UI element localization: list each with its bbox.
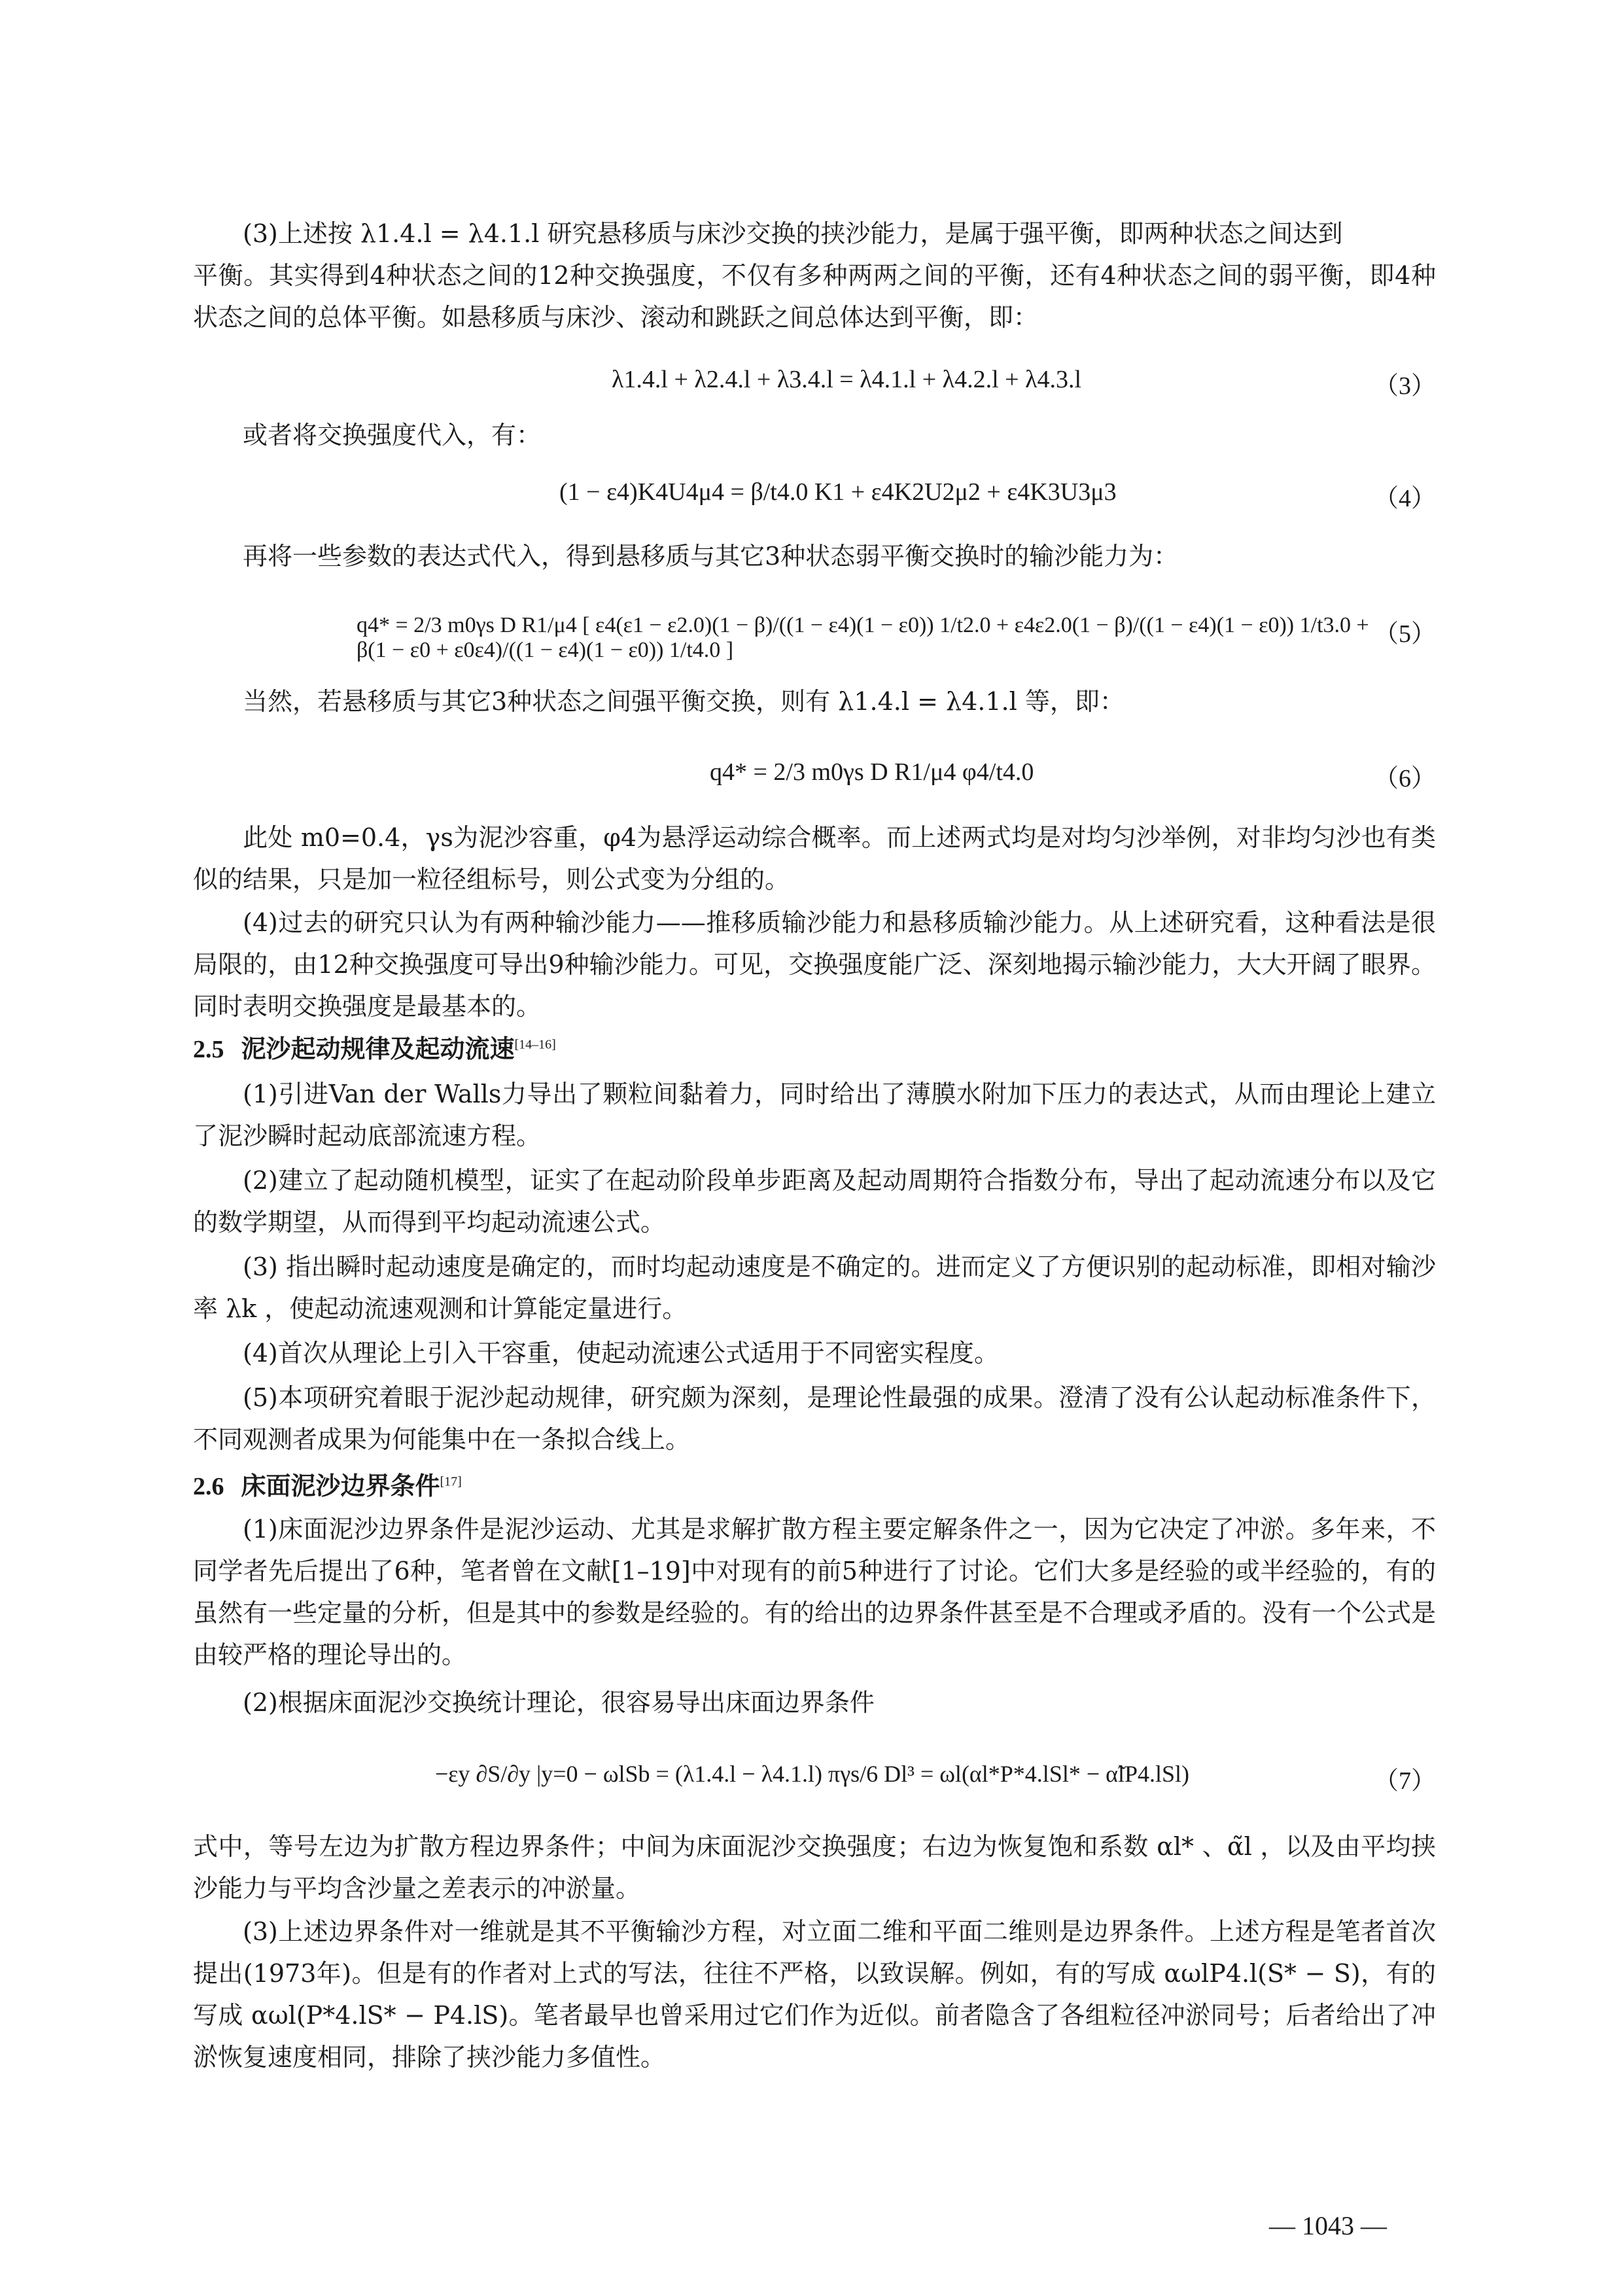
para-text: (4)过去的研究只认为有两种输沙能力——推移质输沙能力和悬移质输沙能力。从上述研究看，这种看法是很局限的，由12种交换强度可导出9种输沙能力。可见，交换强度能广泛、深刻地揭示输沙能力，大大开阔了眼界。同时表明交换强度是最基本的。 [193, 908, 1436, 1021]
para-text: 当然，若悬移质与其它3种状态之间强平衡交换，则有 λ1.4.l = λ4.1.l 等，即： [243, 687, 1125, 716]
equation-body: (1 − ε4)K4U4μ4 = β/t4.0 K1 + ε4K2U2μ2 + ε4K3U3μ3 [559, 478, 1117, 506]
equation-4 [193, 458, 1436, 530]
equation-number: （7） [1373, 1767, 1436, 1795]
equation-3 [193, 360, 1436, 402]
section-title: 床面泥沙边界条件 [241, 1472, 440, 1500]
section-heading-2-6 [193, 1466, 462, 1502]
paragraph-m0 [193, 817, 1436, 900]
para-text: 或者将交换强度代入，有： [243, 421, 542, 450]
equation-number: （3） [1373, 372, 1436, 400]
paragraph-2-5-3 [193, 1246, 1436, 1330]
equation-body: q4* = 2/3 m0γs D R1/μ4 φ4/t4.0 [710, 758, 1034, 786]
page-number: — 1043 — [1269, 2211, 1387, 2240]
para-text: (3)上述按 λ1.4.l = λ4.1.l 研究悬移质与床沙交换的挟沙能力，是属于强平衡，即两种状态之间达到 [243, 219, 1343, 248]
para-text: (2)根据床面泥沙交换统计理论，很容易导出床面边界条件 [243, 1688, 875, 1717]
para-text: (5)本项研究着眼于泥沙起动规律，研究颇为深刻，是理论性最强的成果。澄清了没有公认起动标准条件下，不同观测者成果为何能集中在一条拟合线上。 [193, 1383, 1436, 1454]
equation-6 [193, 733, 1436, 811]
paragraph-2-5-1 [193, 1073, 1436, 1157]
para-text: (3) 指出瞬时起动速度是确定的，而时均起动速度是不确定的。进而定义了方便识别的起动标准，即相对输沙率 λk ，使起动流速观测和计算能定量进行。 [193, 1252, 1436, 1323]
para-text: 此处 m0=0.4，γs为泥沙容重，φ4为悬浮运动综合概率。而上述两式均是对均匀沙举例，对非均匀沙也有类似的结果，只是加一粒径组标号，则公式变为分组的。 [193, 823, 1436, 894]
equation-number: （6） [1373, 765, 1436, 792]
paragraph-eq7-explain [193, 1826, 1436, 1909]
paragraph-3-rest [193, 255, 1436, 338]
paragraph-2-6-1 [193, 1508, 1436, 1676]
para-text: (4)首次从理论上引入干容重，使起动流速公式适用于不同密实程度。 [243, 1339, 999, 1368]
equation-7 [193, 1727, 1436, 1826]
paragraph-substitute [193, 414, 1436, 456]
equation-5 [193, 579, 1436, 677]
section-heading-2-5 [193, 1029, 556, 1065]
para-text: 式中，等号左边为扩散方程边界条件；中间为床面泥沙交换强度；右边为恢复饱和系数 αl* 、α̃l ，以及由平均挟沙能力与平均含沙量之差表示的冲淤量。 [193, 1832, 1436, 1903]
paragraph-4-capacity [193, 902, 1436, 1027]
para-text: 再将一些参数的表达式代入，得到悬移质与其它3种状态弱平衡交换时的输沙能力为： [243, 542, 1179, 571]
paragraph-strong-balance [193, 680, 1436, 722]
section-number: 2.5 [193, 1036, 224, 1063]
paragraph-2-6-2 [193, 1682, 1436, 1723]
paragraph-2-6-3 [193, 1911, 1436, 2078]
paragraph-2-5-5 [193, 1377, 1436, 1460]
equation-body: −εy ∂S/∂y |y=0 − ωlSb = (λ1.4.l − λ4.1.l) πγs/6 Dl³ = ωl(αl*P*4.lSl* − α̃lP4.lSl) [435, 1761, 1190, 1787]
citation: [14–16] [514, 1037, 556, 1052]
para-text: 平衡。其实得到4种状态之间的12种交换强度，不仅有多种两两之间的平衡，还有4种状态之间的弱平衡，即4种状态之间的总体平衡。如悬移质与床沙、滚动和跳跃之间总体达到平衡，即： [193, 261, 1436, 332]
para-text: (3)上述边界条件对一维就是其不平衡输沙方程，对立面二维和平面二维则是边界条件。上述方程是笔者首次提出(1973年)。但是有的作者对上式的写法，往往不严格，以致误解。例如，有的写成 αωlP4.l(S* − S)，有的写成 αωl(P*4.lS* − P4.lS)。笔者最早也曾采用过它们作为近似。前者隐含了各组粒径冲淤同号；后者给出了冲淤恢复速度相同，排除了挟沙能力多值性。 [193, 1917, 1436, 2072]
paragraph-2-5-4 [193, 1332, 1436, 1374]
para-text: (1)床面泥沙边界条件是泥沙运动、尤其是求解扩散方程主要定解条件之一，因为它决定了冲淤。多年来，不同学者先后提出了6种，笔者曾在文献[1–19]中对现有的前5种进行了讨论。它们大多是经验的或半经验的，有的虽然有一些定量的分析，但是其中的参数是经验的。有的给出的边界条件甚至是不合理或矛盾的。没有一个公式是由较严格的理论导出的。 [193, 1515, 1437, 1669]
para-text: (1)引进Van der Walls力导出了颗粒间黏着力，同时给出了薄膜水附加下压力的表达式，从而由理论上建立了泥沙瞬时起动底部流速方程。 [193, 1080, 1436, 1150]
equation-body: q4* = 2/3 m0γs D R1/μ4 [ ε4(ε1 − ε2.0)(1 − β)/((1 − ε4)(1 − ε0)) 1/t2.0 + ε4ε2.0(1 − β)/((1 − ε4)(1 − ε0)) 1/t3.0 + β(1 − ε0 + ε0ε4)/((1 − ε4)(1 − ε0)) 1/t4.0 ] [357, 613, 1369, 662]
equation-body: λ1.4.l + λ2.4.l + λ3.4.l = λ4.1.l + λ4.2.l + λ4.3.l [612, 366, 1082, 393]
section-number: 2.6 [193, 1473, 224, 1500]
paragraph-2-5-2 [193, 1159, 1436, 1243]
paragraph-3-line1 [193, 213, 1436, 255]
section-title: 泥沙起动规律及起动流速 [241, 1034, 515, 1063]
equation-number: （5） [1373, 620, 1436, 648]
para-text: (2)建立了起动随机模型，证实了在起动阶段单步距离及起动周期符合指数分布，导出了起动流速分布以及它的数学期望，从而得到平均起动流速公式。 [193, 1166, 1436, 1237]
equation-number: （4） [1373, 485, 1436, 512]
paragraph-expression [193, 535, 1436, 577]
citation: [17] [440, 1474, 462, 1489]
